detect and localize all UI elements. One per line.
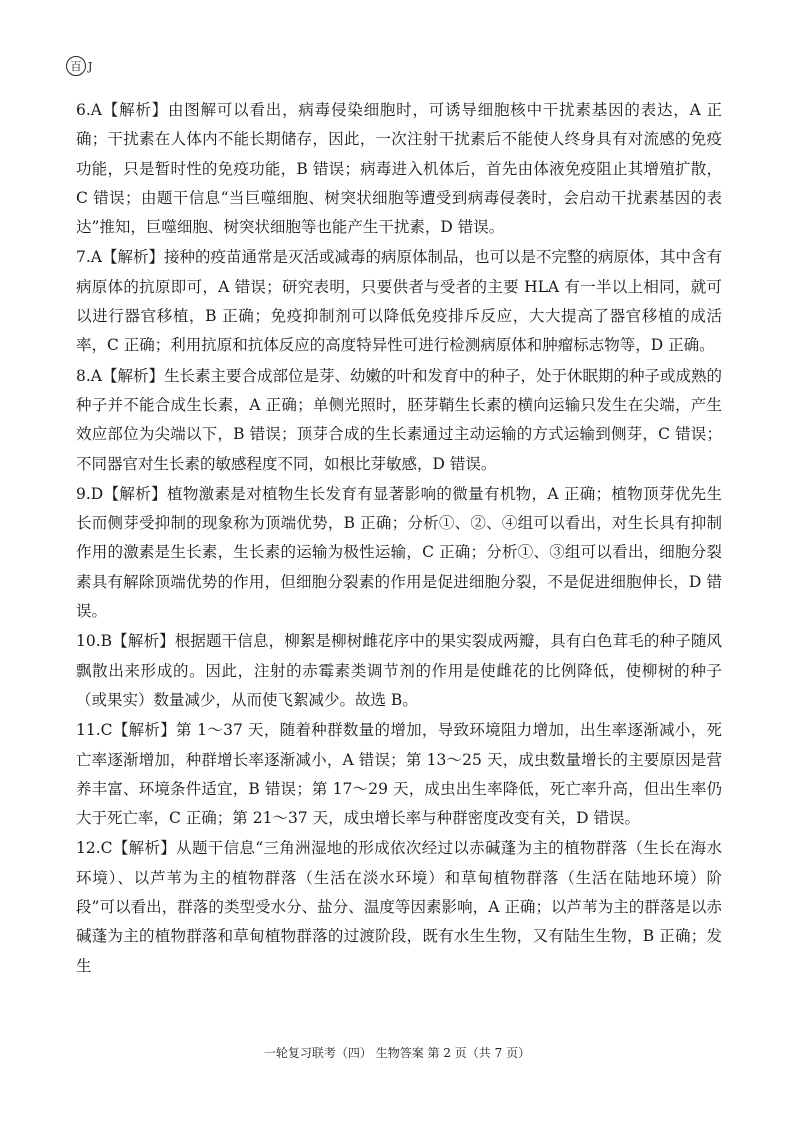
answer-paragraph-12: 12.C【解析】从题干信息“三角洲湿地的形成依次经过以赤碱蓬为主的植物群落（生长在海水环境）、以芦苇为主的植物群落（生活在淡水环境）和草甸植物群落（生活在陆地环境）阶段”可以看出，群落的类型受水分、盐分、温度等因素影响，A 正确；以芦苇为主的群落是以赤碱蓬为主的植物群落和草甸植物群落的过渡阶段，既有水生生物，又有陆生生物，B 正确；发生: [76, 839, 722, 975]
answer-paragraph-11: 11.C【解析】第 1～37 天，随着种群数量的增加，导致环境阻力增加，出生率逐渐减小，死亡率逐渐增加，种群增长率逐渐减小，A 错误；第 13～25 天，成虫数量增长的主要原因是营养丰富、环境条件适宜，B 错误；第 17～29 天，成虫出生率降低，死亡率升高，但出生率仍大于死亡率，C 正确；第 21～37 天，成虫增长率与种群密度改变有关，D 错误。: [76, 721, 722, 828]
page-footer: 一轮复习联考（四） 生物答案 第 2 页（共 7 页）: [263, 1046, 531, 1060]
answer-paragraph-10: 10.B【解析】根据题干信息，柳絮是柳树雌花序中的果实裂成两瓣，具有白色茸毛的种子随风飘散出来形成的。因此，注射的赤霉素类调节剂的作用是使雌花的比例降低，使柳树的种子（或果实）数量减少，从而使飞絮减少。故选 B。: [76, 632, 722, 709]
logo-mark: J: [88, 59, 93, 73]
answer-paragraph-7: 7.A【解析】接种的疫苗通常是灭活或减毒的病原体制品，也可以是不完整的病原体，其中含有病原体的抗原即可，A 错误；研究表明，只要供者与受者的主要 HLA 有一半以上相同，就可以进行器官移植，B 正确；免疫抑制剂可以降低免疫排斥反应，大大提高了器官移植的成活率，C 正确；利用抗原和抗体反应的高度特异性可进行检测病原体和肿瘤标志物等，D 正确。: [76, 248, 722, 355]
answer-body: [76, 96, 722, 982]
answer-paragraph-8: 8.A【解析】生长素主要合成部位是芽、幼嫩的叶和发育中的种子，处于休眠期的种子或成熟的种子并不能合成生长素，A 正确；单侧光照时，胚芽鞘生长素的横向运输只发生在尖端，产生效应部位为尖端以下，B 错误；顶芽合成的生长素通过主动运输的方式运输到侧芽，C 错误；不同器官对生长素的敏感程度不同，如根比芽敏感，D 错误。: [76, 366, 722, 473]
logo-circle-icon: 百: [66, 56, 86, 76]
answer-paragraph-9: 9.D【解析】植物激素是对植物生长发育有显著影响的微量有机物，A 正确；植物顶芽优先生长而侧芽受抑制的现象称为顶端优势，B 正确；分析①、②、④组可以看出，对生长具有抑制作用的激素是生长素，生长素的运输为极性运输，C 正确；分析①、③组可以看出，细胞分裂素具有解除顶端优势的作用，但细胞分裂素的作用是促进细胞分裂，不是促进细胞伸长，D 错误。: [76, 484, 722, 621]
header-logo: [66, 56, 92, 76]
answer-paragraph-6: 6.A【解析】由图解可以看出，病毒侵染细胞时，可诱导细胞核中干扰素基因的表达，A 正确；干扰素在人体内不能长期储存，因此，一次注射干扰素后不能使人终身具有对流感的免疫功能，只是暂时性的免疫功能，B 错误；病毒进入机体后，首先由体液免疫阻止其增殖扩散，C 错误；由题干信息“当巨噬细胞、树突状细胞等遭受到病毒侵袭时，会启动干扰素基因的表达”推知，巨噬细胞、树突状细胞等也能产生干扰素，D 错误。: [76, 101, 722, 237]
